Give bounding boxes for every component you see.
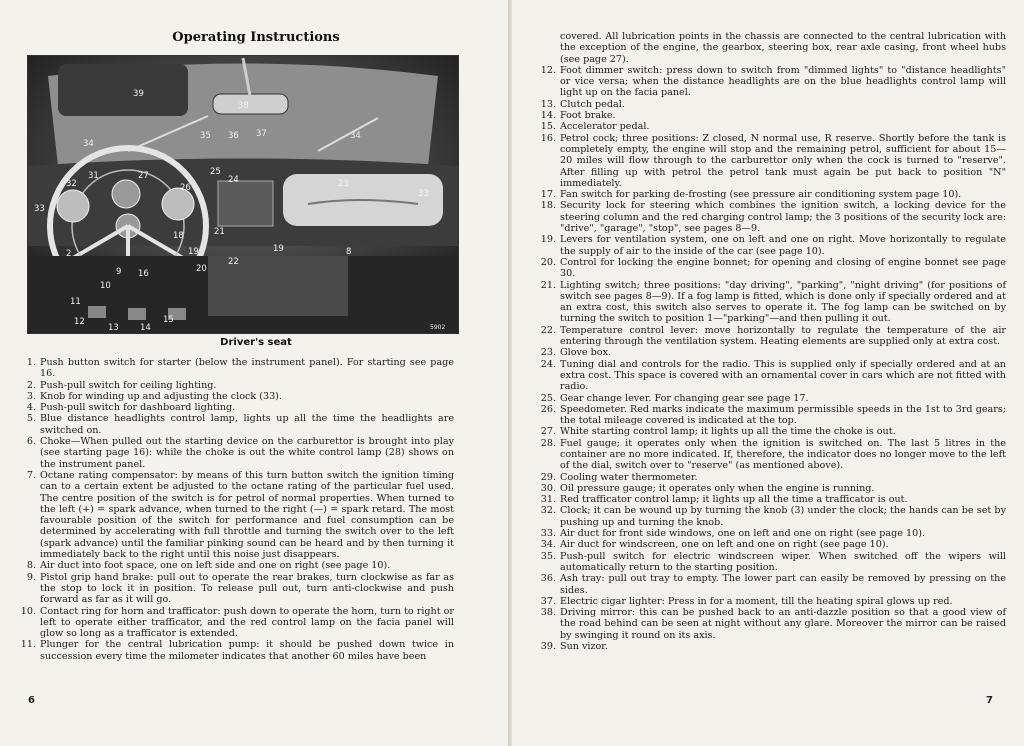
callout-label: 27 [138,171,149,181]
list-item: 25. Gear change lever. For changing gear see page 17. [540,392,809,404]
list-item: 17. Fan switch for parking de-frosting (see pressure air conditioning system page 10). [540,189,962,201]
callout-label: 20 [196,264,207,274]
callout-label: 8 [346,247,352,257]
callout-label: 9 [116,267,122,277]
callout-label: 14 [140,323,151,333]
continued-text: covered. All lubrication points in the chassis are connected to the central lubrication with the exception of the engine, the gearbox, steering box, rear axle casing, front wheel hubs (see page 27). [560,31,1006,65]
page-title: Operating Instructions [172,30,340,45]
callout-label: 31 [88,171,99,181]
callout-label: 22 [228,257,239,267]
list-item: 35. Push-pull switch for electric windscreen wiper. When switched off the wipers will automatically return to the starting position. [540,550,1006,573]
list-item: 21. Lighting switch; three positions: "day driving", "parking", "night driving" (for positions of switch see pages 8—9). If a fog lamp is fitted, which is done only if specially ordered and at an extra cost, this switch also serves to operate it. The fog lamp can be switched on by turning the switch to position 1—"parking"—and then pulling it out. [540,279,1007,325]
list-item: 34. Air duct for windscreen, one on left and one on right (see page 10). [540,539,889,551]
callout-label: 24 [228,175,239,185]
callout-label: 13 [108,323,119,333]
callout-label: 34 [350,131,361,141]
list-item: 39. Sun vizor. [540,641,608,653]
callout-label: 12 [74,317,85,327]
callout-label: 21 [214,227,225,237]
list-item: 18. Security lock for steering which combines the ignition switch, a locking device for the steering column and the red charging control lamp; the 3 positions of the security lock are: "drive", "garage", "stop", see pages 8—9. [540,200,1006,235]
callout-label: 18 [173,231,184,241]
callout-label: 25 [210,167,221,177]
list-item: 36. Ash tray: pull out tray to empty. The lower part can easily be removed by pressing on the sides. [540,573,1006,596]
list-item: 19. Levers for ventilation system, one on left and one on right. Move horizontally to regulate the supply of air to the inside of the car (see page 10). [540,234,1006,257]
list-item: 29. Cooling water thermometer. [540,471,698,483]
callout-label: 19 [188,247,199,257]
list-item: 22. Temperature control lever: move horizontally to regulate the temperature of the air entering through the ventilation system. Heating elements are supplied only at extra cost. [540,324,1006,348]
figure-code: 5902 [430,324,446,331]
list-item: 9. Pistol grip hand brake: pull out to operate the rear brakes, turn clockwise as far as the stop to lock it in position. To release pull out, turn anti-clockwise and push forward as far as it will go. [26,571,454,606]
callout-label: 33 [34,204,45,214]
list-item: 27. White starting control lamp; it lights up all the time the choke is out. [540,426,896,438]
callout-label: 26 [180,183,191,193]
callout-label: 32 [66,179,77,189]
list-item: 2. Push-pull switch for ceiling lighting. [26,379,217,391]
right-page [512,0,1024,746]
callout-label: 37 [256,129,267,139]
list-item: 14. Foot brake. [540,110,616,122]
callout-label: 19 [273,244,284,254]
callout-label: 35 [200,131,211,141]
list-item: 30. Oil pressure gauge; it operates only when the engine is running. [540,482,875,494]
page-number: 7 [986,695,993,706]
list-item: 28. Fuel gauge; it operates only when the ignition is switched on. The last 5 litres in the container are no more indicated. If, therefore, the indicator does no longer move to the left of the dial, switch over to "reserve" (as mentioned above). [540,437,1006,472]
callout-label: 38 [238,101,249,111]
callout-label: 15 [163,315,174,325]
callout-label: 34 [83,139,94,149]
callout-label: 39 [133,89,144,99]
list-item: 11. Plunger for the central lubrication pump: it should be pushed down twice in succession every time the milometer indicates that another 60 miles have been [20,639,454,662]
figure-caption: Driver's seat [220,337,292,348]
list-item: 20. Control for locking the engine bonnet; for opening and closing of engine bonnet see page 30. [540,256,1006,280]
list-item: 4. Push-pull switch for dashboard lighting. [26,402,236,414]
list-item: 3. Knob for winding up and adjusting the clock (33). [26,390,282,402]
list-item: 8. Air duct into foot space, one on left side and one on right (see page 10). [26,560,391,572]
list-item: 5. Blue distance headlights control lamp, lights up all the time the headlights are switched on. [26,413,454,436]
list-item: 15. Accelerator pedal. [540,121,650,133]
list-item: 13. Clutch pedal. [540,98,625,110]
list-item: 16. Petrol cock; three positions: Z closed, N normal use, R reserve. Shortly before the tank is completely empty, the engine will stop and the remaining petrol, sufficient for about 15—20 miles will flow through to the carburettor only when the cock is turned to "reserve". After filling up with petrol the petrol tank must again be put back to position "N" immediately. [540,132,1006,189]
list-item: 33. Air duct for front side windows, one on left and one on right (see page 10). [540,528,926,540]
list-item: 12. Foot dimmer switch: press down to switch from "dimmed lights" to "distance headlights" or vice versa; when the distance headlights are on the blue headlights control lamp will light up on the facia panel. [540,64,1006,99]
list-item: 7. Octane rating compensator: by means of this turn button switch the ignition timing can to a certain extent be adjusted to the octane rating of the particular fuel used. The centre position of the switch is for petrol of normal properties. When turned to the left (+) = spark advance, when turned to the right (—) = spark retard. The most favourable position of the switch for performance and fuel consumption can be determined by accelerating with full throttle and turning the switch over to the left (spark advance) until the familiar pinking sound can be heard and by then turning it immediately back to the right until this noise just disappears. [26,469,454,561]
callout-label: 16 [138,269,149,279]
callout-label: 2 [66,249,72,259]
list-item: 38. Driving mirror: this can be pushed back to an anti-dazzle position so that a good view of the road behind can be seen at night without any glare. Moreover the mirror can be raised by swinging it round on its axis. [540,607,1006,641]
callout-label: 11 [70,297,81,307]
list-item: 37. Electric cigar lighter: Press in for a moment, till the heating spiral glows up red. [540,595,953,607]
dashboard-illustration [28,56,458,333]
callout-label: 10 [100,281,111,291]
list-item: 26. Speedometer. Red marks indicate the maximum permissible speeds in the 1st to 3rd gears; the total mileage covered is indicated at the top. [540,403,1006,427]
dashboard-photo [27,55,459,334]
list-item: 32. Clock; it can be wound up by turning the knob (3) under the clock; the hands can be set by pushing up and turning the knob. [540,505,1006,528]
callout-label: 33 [418,189,429,199]
item-list-left [18,357,454,662]
page-number: 6 [28,695,35,706]
list-item: 24. Tuning dial and controls for the radio. This is supplied only if specially ordered and at an extra cost. This space is covered with an ornamental cover in cars which are not fitted with radio. [540,358,1006,393]
list-item: 10. Contact ring for horn and trafficator: push down to operate the horn, turn to right or left to operate either trafficator, and the red control lamp on the facia panel will glow so long as a trafficator is extended. [20,605,454,640]
list-item: 31. Red trafficator control lamp; it lights up all the time a trafficator is out. [540,494,908,506]
list-item: 1. Push button switch for starter (below the instrument panel). For starting see page 16. [26,357,454,380]
callout-label: 23 [338,179,349,189]
callout-label: 36 [228,131,239,141]
list-item [538,31,1006,65]
item-list-right [538,31,1006,652]
list-item: 23. Glove box. [540,347,612,359]
list-item: 6. Choke—When pulled out the starting device on the carburettor is brought into play (see starting page 16): while the choke is out the white control lamp (28) shows on the instrument panel. [26,436,454,470]
